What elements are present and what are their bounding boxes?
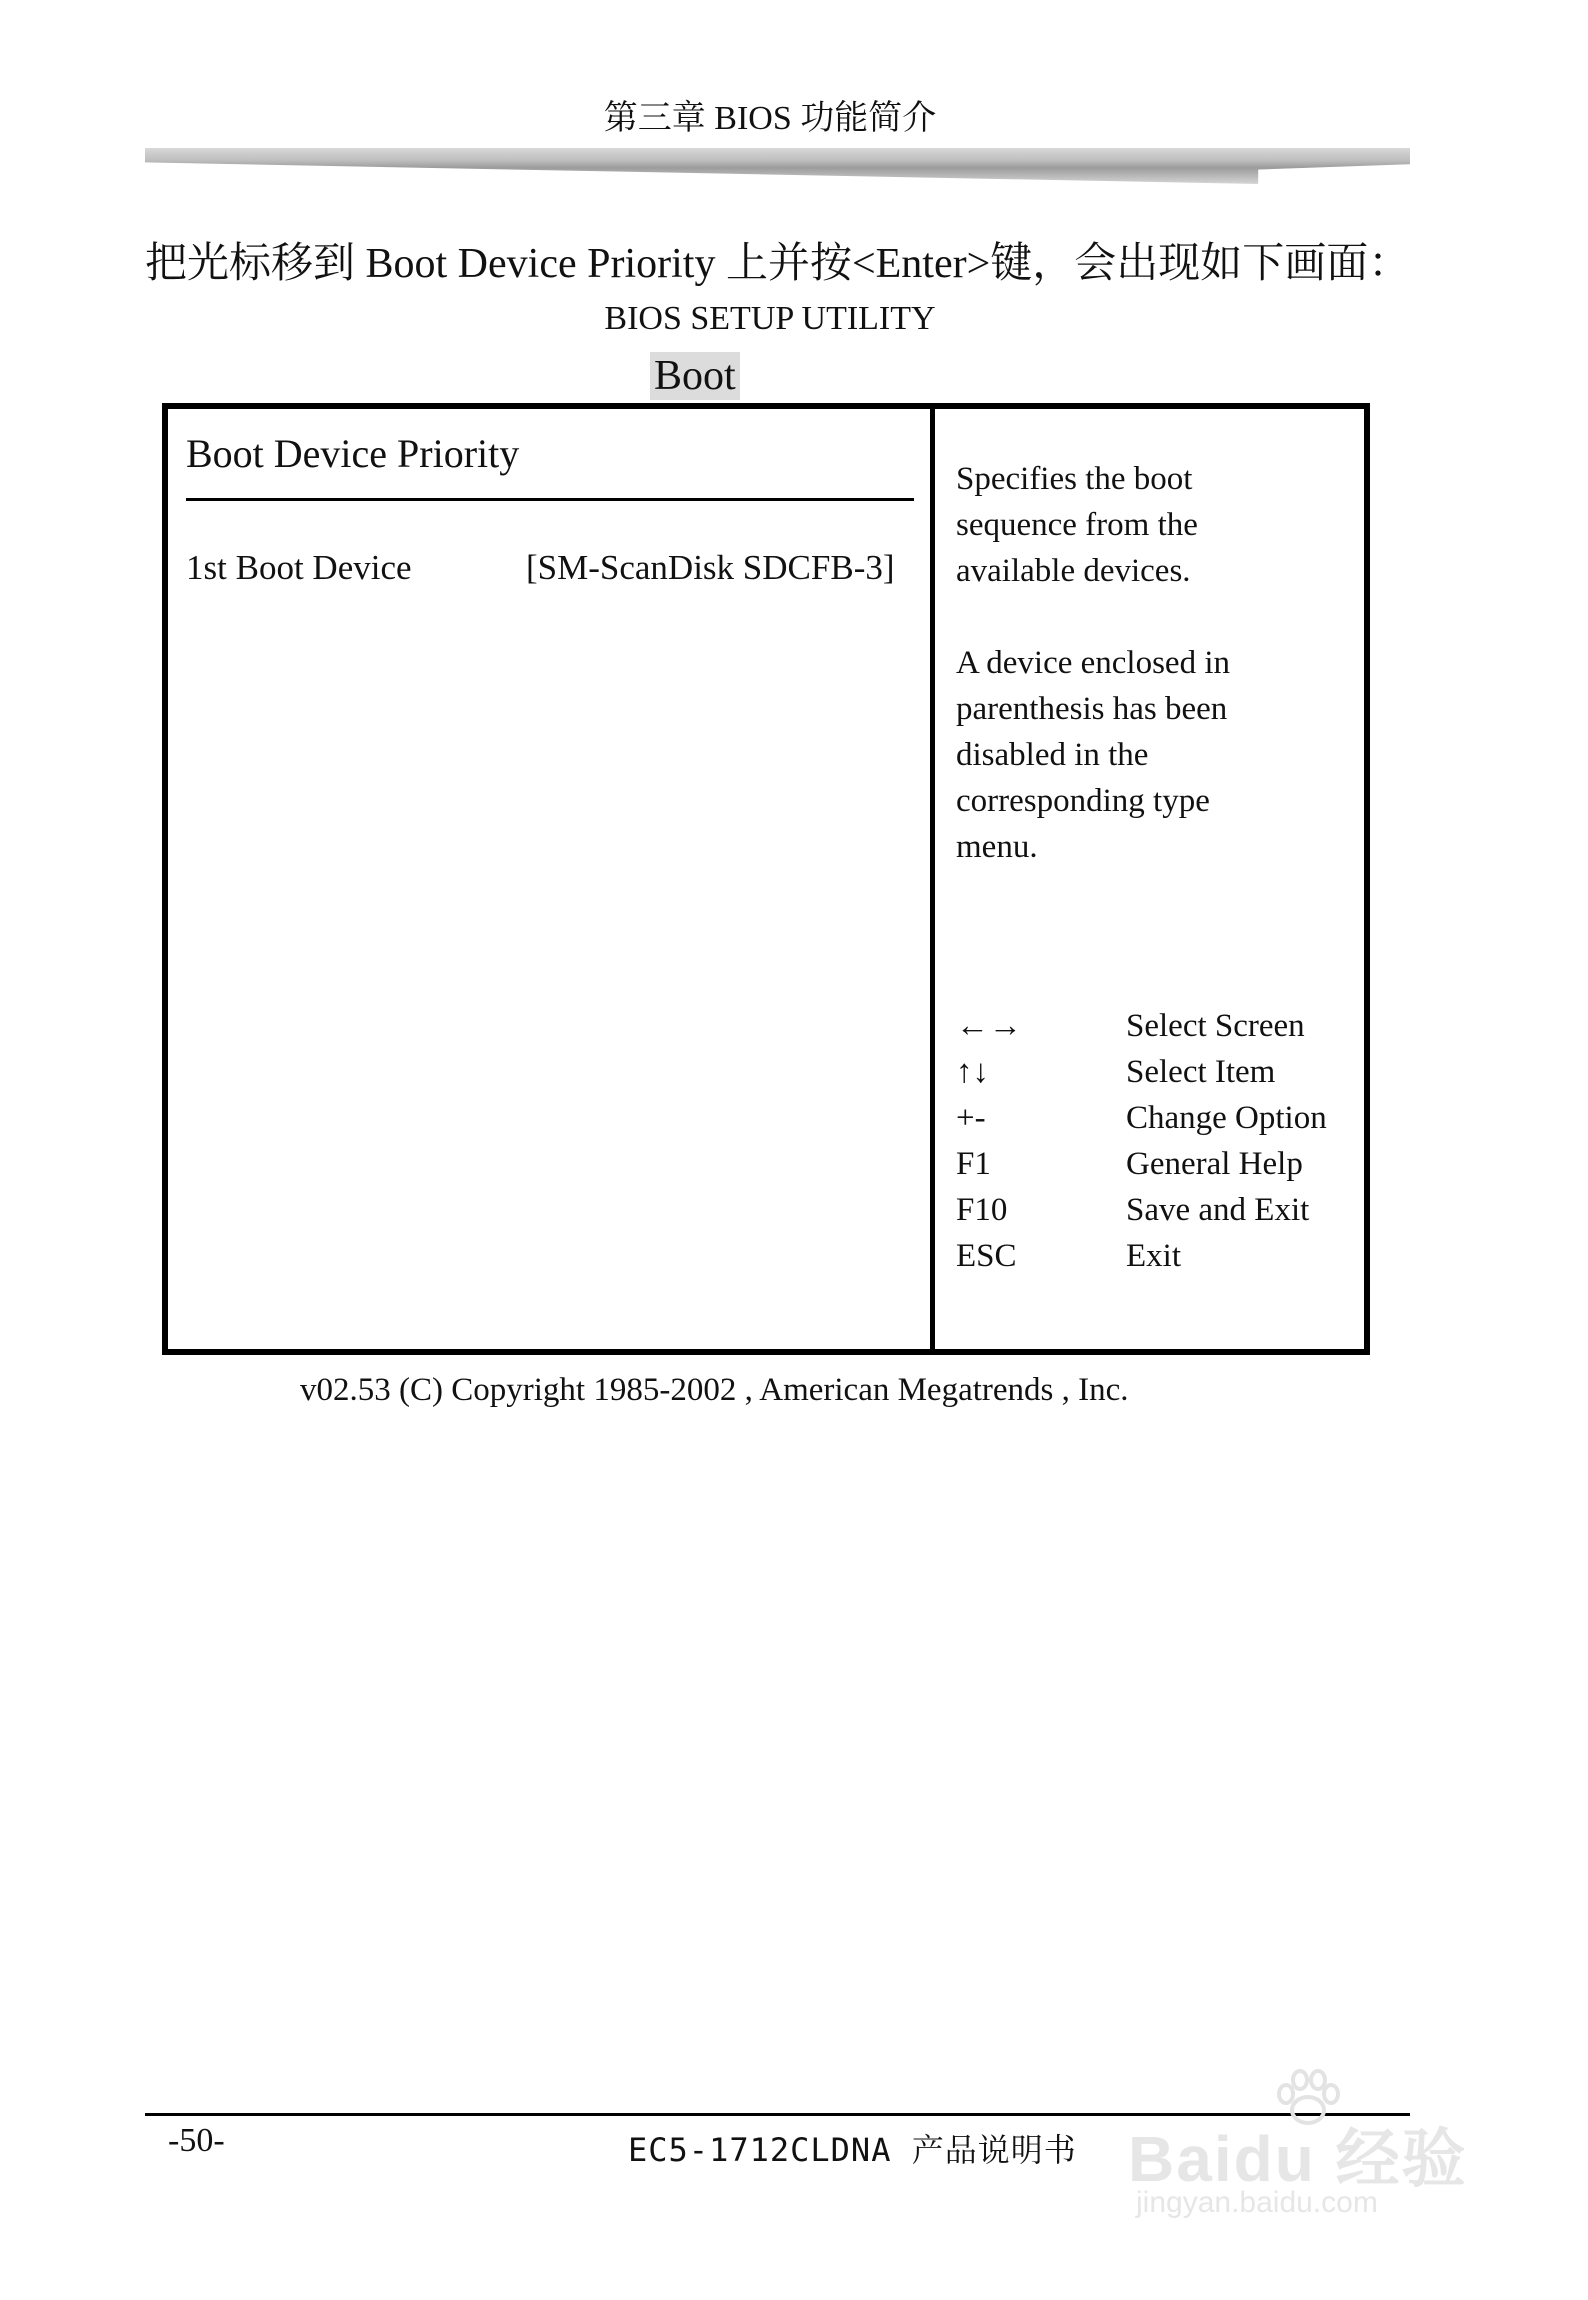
key-row-save-exit [956,1192,1356,1238]
up-down-arrow-icon: ↑↓ [956,1054,989,1090]
baidu-watermark [1128,2068,1488,2218]
key-desc: Select Screen [1126,1008,1305,1044]
help-line: Specifies the boot [956,461,1193,497]
page-number: -50- [168,2122,225,2159]
chapter-header: 第三章 BIOS 功能简介 [603,100,937,137]
help-line: corresponding type [956,783,1210,819]
bios-setup-title: BIOS SETUP UTILITY [604,300,936,337]
product-name: EC5-1712CLDNA 产品说明书 [628,2131,1077,2169]
key-desc: General Help [1126,1146,1303,1182]
key-row-select-screen [956,1008,1356,1054]
bios-copyright: v02.53 (C) Copyright 1985-2002 , American Megatrends , Inc. [300,1372,1129,1408]
key-row-change-option [956,1100,1356,1146]
key-legend [956,1008,1356,1284]
help-line: menu. [956,829,1038,865]
key-desc: Select Item [1126,1054,1276,1090]
key-row-exit [956,1238,1356,1284]
section-underline [186,498,914,501]
help-line: A device enclosed in [956,645,1230,681]
intro-paragraph: 把光标移到 Boot Device Priority 上并按<Enter>键，会出现如下画面： [145,241,1411,287]
key-desc: Save and Exit [1126,1192,1310,1228]
key-name: F10 [956,1192,1008,1228]
key-name: ESC [956,1238,1017,1274]
help-line: available devices. [956,553,1191,589]
watermark-url: jingyan.baidu.com [1136,2186,1378,2219]
section-title: Boot Device Priority [186,431,520,476]
key-desc: Change Option [1126,1100,1327,1136]
key-name: F1 [956,1146,991,1182]
help-panel [956,456,1356,870]
help-line: sequence from the [956,507,1198,543]
left-right-arrow-icon: ←→ [956,1008,1022,1044]
watermark-logo-text: Baidu 经验 [1128,2123,1468,2195]
tab-boot[interactable]: Boot [650,352,740,400]
header-decorative-rule [145,148,1410,184]
setting-label-1st-boot-device[interactable]: 1st Boot Device [186,548,412,587]
help-line: parenthesis has been [956,691,1228,727]
setting-value-1st-boot-device[interactable]: [SM-ScanDisk SDCFB-3] [526,548,895,587]
key-row-select-item [956,1054,1356,1100]
panel-divider [930,403,935,1355]
key-name: +- [956,1100,986,1136]
key-desc: Exit [1126,1238,1181,1274]
help-line: disabled in the [956,737,1149,773]
key-row-general-help [956,1146,1356,1192]
